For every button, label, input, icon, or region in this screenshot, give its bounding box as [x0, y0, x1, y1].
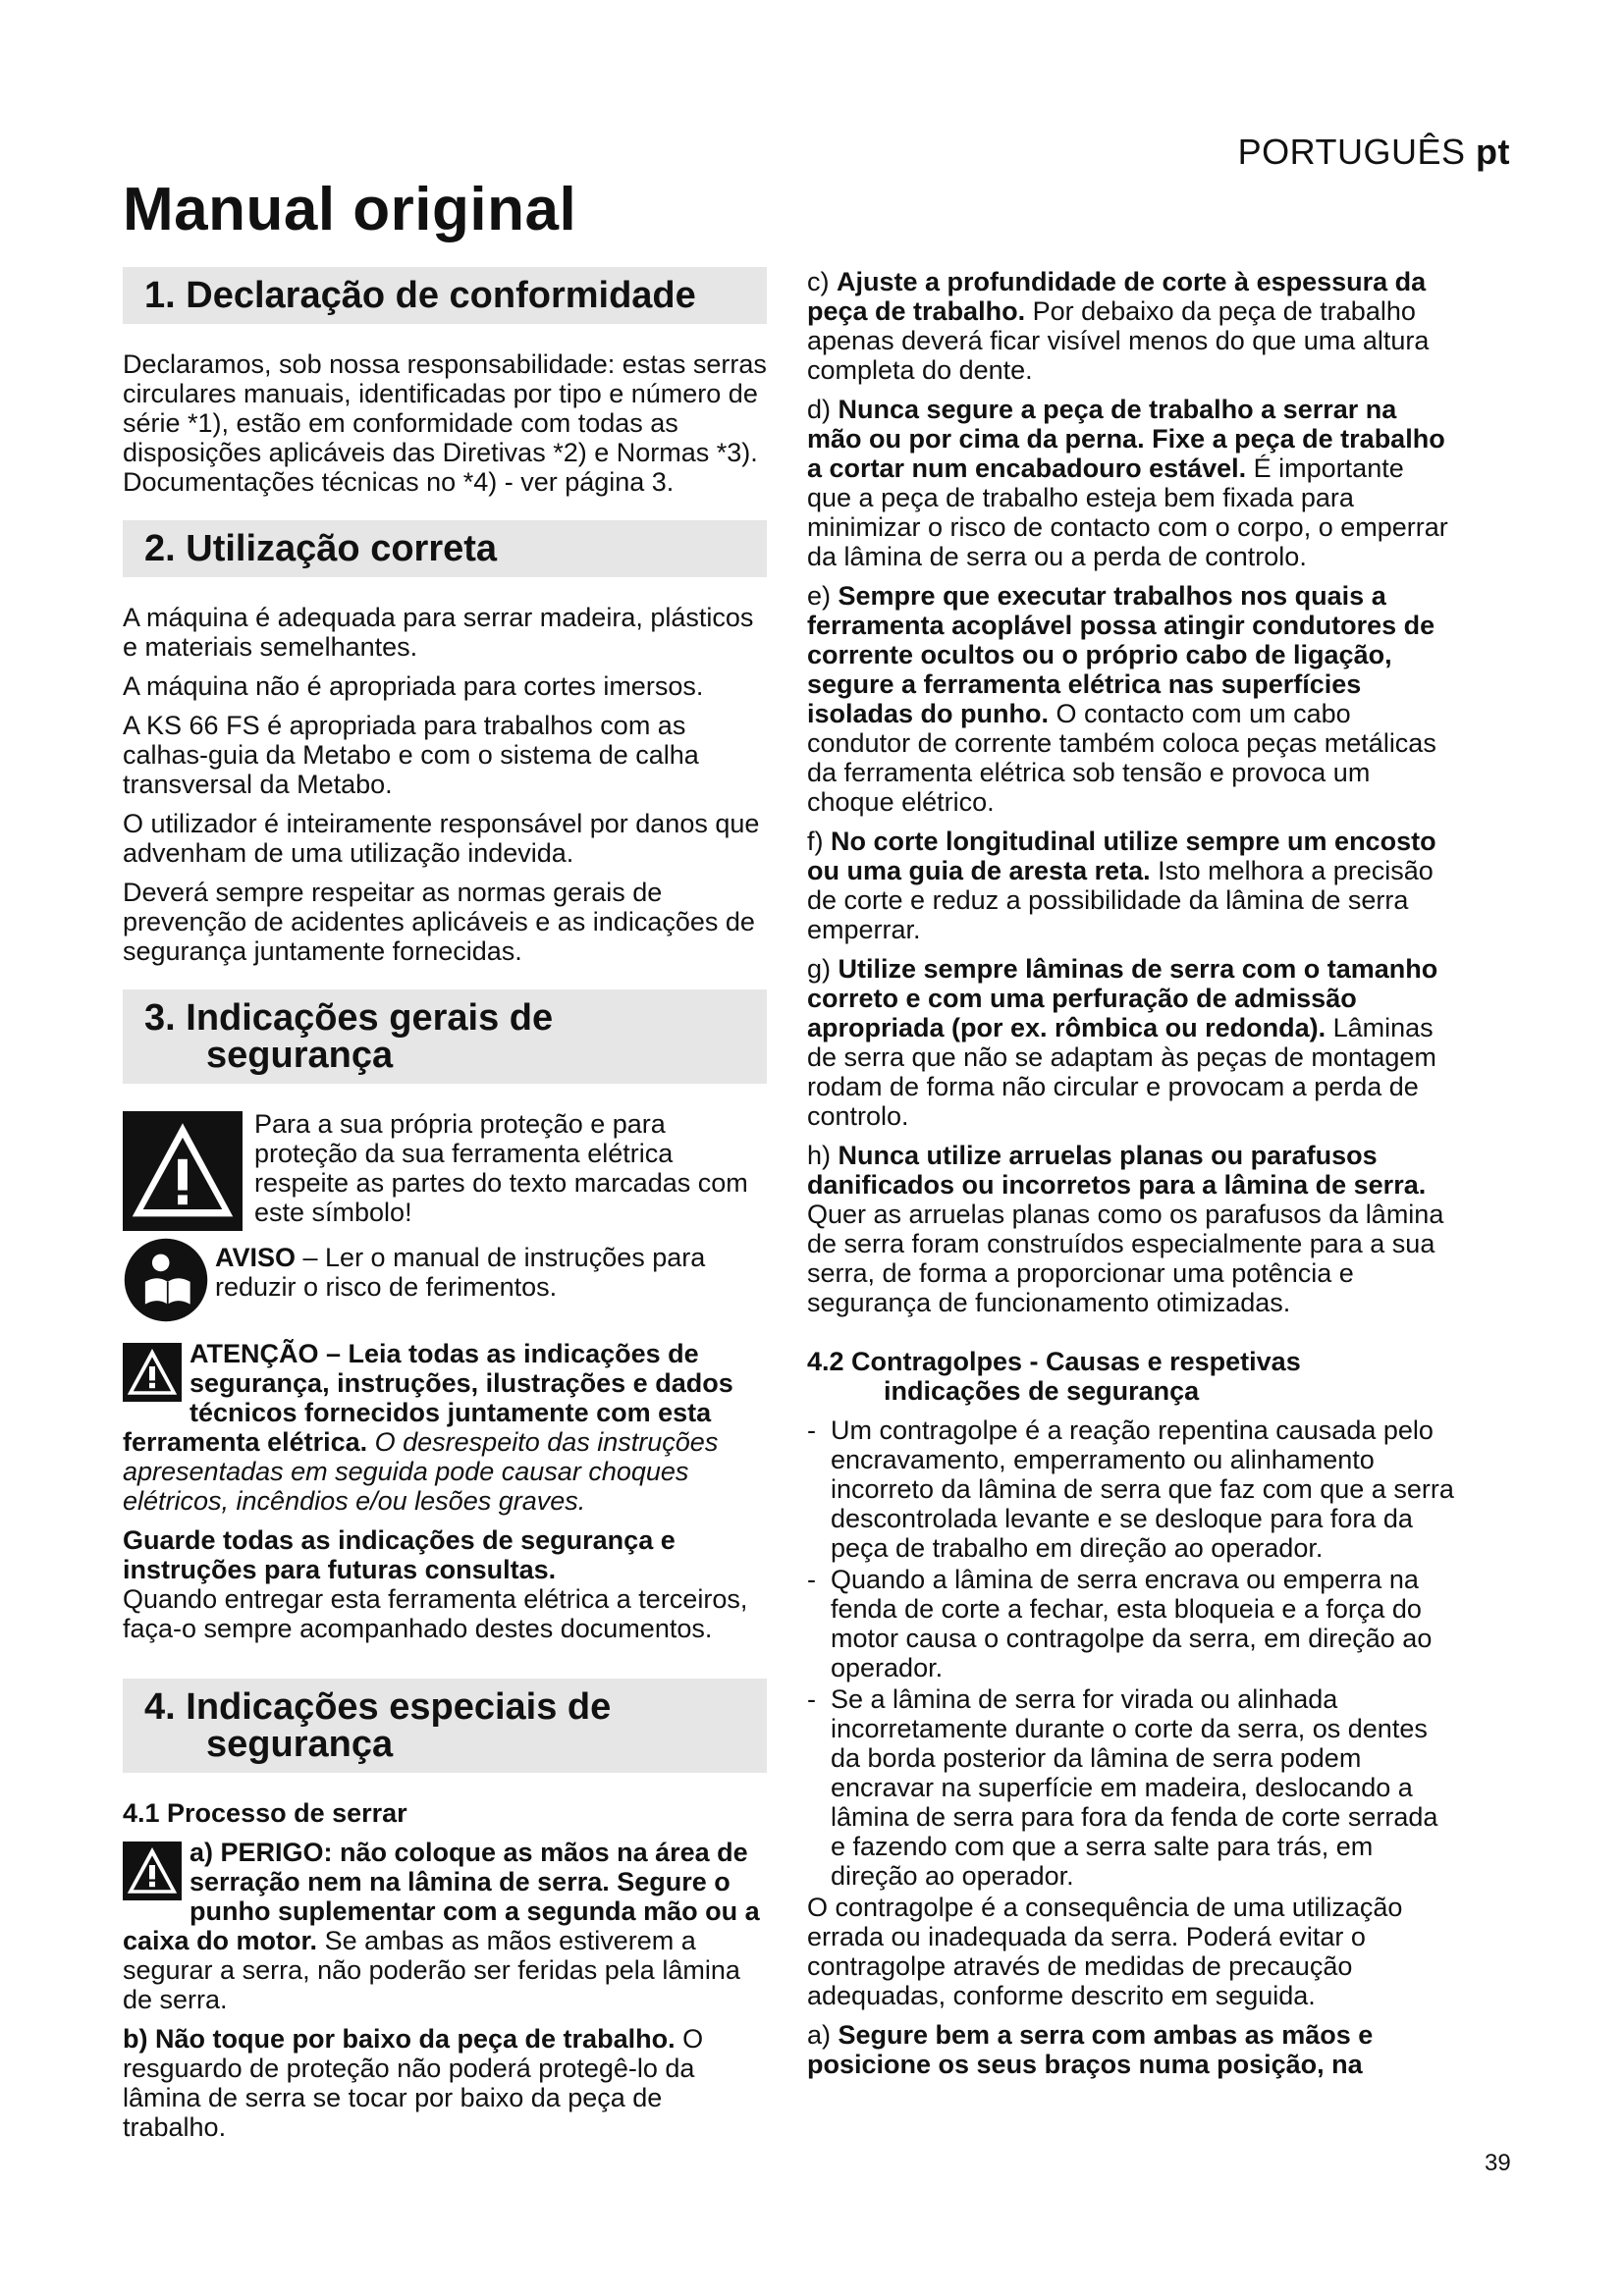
section-2-p3: A KS 66 FS é apropriada para trabalhos com as calhas-guia da Metabo e com o sistema de calha transversal da Metabo. [123, 711, 699, 799]
aviso-text: – Ler o manual de instruções para reduzir o risco de ferimentos. [215, 1243, 706, 1302]
section-1-heading: 1. Declaração de conformidade [123, 267, 767, 324]
section-2-heading: 2. Utilização correta [123, 520, 767, 577]
item-d: d) Nunca segure a peça de trabalho a serrar na mão ou por cima da perna. Fixe a peça de trabalho a cortar num encabadouro estável. É importante que a peça de trabalho esteja bem fixada para minimizar o risco de contacto com o corpo, o emperrar da lâmina de serra ou a perda de controlo. [807, 395, 1448, 571]
contragolpe-paragraph: O contragolpe é a consequência de uma utilização errada ou inadequada da serra. Poderá evitar o contragolpe através de medidas de precaução adequadas, conforme descrito em seguida. [807, 1893, 1403, 2010]
symbol-text: Para a sua própria proteção e para proteção da sua ferramenta elétrica respeite as partes do texto marcadas com este símbolo! [254, 1109, 748, 1227]
item-b: b) Não toque por baixo da peça de trabalho. O resguardo de proteção não poderá protegê-lo da lâmina de serra se tocar por baixo da peça de trabalho. [123, 2024, 704, 2142]
section-3-heading: 3. Indicações gerais de segurança [123, 989, 767, 1084]
item-e: e) Sempre que executar trabalhos nos quais a ferramenta acoplável possa atingir condutores de corrente ocultos ou o próprio cabo de ligação, segure a ferramenta elétrica nas superfícies isoladas do punho. O contacto com um cabo condutor de corrente também coloca peças metálicas da ferramenta elétrica sob tensão e provoca um choque elétrico. [807, 581, 1436, 817]
subsection-4-1: 4.1 Processo de serrar [123, 1798, 407, 1828]
guarde-text: Quando entregar esta ferramenta elétrica a terceiros, faça-o sempre acompanhado destes documentos. [123, 1584, 748, 1643]
guarde-bold: Guarde todas as indicações de segurança e instruções para futuras consultas. [123, 1525, 676, 1584]
item-h: h) Nunca utilize arruelas planas ou parafusos danificados ou incorretos para a lâmina de serra. Quer as arruelas planas como os parafusos da lâmina de serra foram construídos especialmente para a sua serra, de forma a proporcionar uma potência e segurança de funcionamento otimizadas. [807, 1141, 1444, 1317]
section-2-p1: A máquina é adequada para serrar madeira, plásticos e materiais semelhantes. [123, 603, 754, 662]
read-manual-icon [123, 1237, 209, 1323]
language-name: PORTUGUÊS [1237, 132, 1466, 172]
page-number: 39 [1485, 2150, 1511, 2176]
section-4-heading: 4. Indicações especiais de segurança [123, 1679, 767, 1773]
warning-triangle-small-icon [123, 1343, 182, 1402]
section-1-body: Declaramos, sob nossa responsabilidade: estas serras circulares manuais, identificadas por tipo e número de série *1), estão em conformidade com todas as disposições aplicáveis das Diretivas *2) e Normas *3). Documentações técnicas no *4) - ver página 3. [123, 349, 767, 497]
aviso-label: AVISO [215, 1243, 297, 1272]
item-a-segure: a) Segure bem a serra com ambas as mãos e posicione os seus braços numa posição, na [807, 2020, 1374, 2079]
section-2-p2: A máquina não é apropriada para cortes imersos. [123, 671, 704, 701]
atencao-paragraph: ATENÇÃO – Leia todas as indicações de segurança, instruções, ilustrações e dados técnicos fornecidos juntamente com esta ferramenta elétrica. O desrespeito das instruções apresentadas em seguida pode causar choques elétricos, incêndios e/ou lesões graves. [123, 1339, 733, 1516]
left-column [123, 267, 767, 2152]
warning-triangle-icon [123, 1111, 243, 1231]
item-f: f) No corte longitudinal utilize sempre um encosto ou uma guia de aresta reta. Isto melhora a precisão de corte e reduz a possibilidade da lâmina de serra emperrar. [807, 827, 1436, 944]
language-code: pt [1476, 132, 1510, 172]
warning-symbol-note [123, 1109, 767, 1231]
page-title: Manual original [123, 176, 577, 243]
list-item: - Um contragolpe é a reação repentina causada pelo encravamento, emperramento ou alinhamento incorreto da lâmina de serra que faz com que a serra descontrolada levante e se desloque para fora da peça de trabalho em direção ao operador. [807, 1415, 1454, 1563]
language-label [1238, 132, 1510, 173]
list-item: - Se a lâmina de serra for virada ou alinhada incorretamente durante o corte da serra, os dentes da borda posterior da lâmina de serra podem encravar na superfície em madeira, deslocando a lâmina de serra para fora da fenda de corte serrada e fazendo com que a serra salte para trás, em direção ao operador. [807, 1684, 1438, 1891]
item-c: c) Ajuste a profundidade de corte à espessura da peça de trabalho. Por debaixo da peça de trabalho apenas deverá ficar visível menos do que uma altura completa do dente. [807, 267, 1430, 385]
warning-triangle-small-icon [123, 1842, 182, 1900]
subsection-4-2: 4.2 Contragolpes - Causas e respetivas indicações de segurança [807, 1347, 1301, 1406]
aviso-note [123, 1237, 767, 1323]
item-a-perigo: a) PERIGO: não coloque as mãos na área de serração nem na lâmina de serra. Segure o punho suplementar com a segunda mão ou a caixa do motor. Se ambas as mãos estiverem a segurar a serra, não poderão ser feridas pela lâmina de serra. [123, 1838, 760, 2014]
list-item: - Quando a lâmina de serra encrava ou emperra na fenda de corte a fechar, esta bloqueia e a força do motor causa o contragolpe da serra, em direção ao operador. [807, 1565, 1433, 1682]
item-g: g) Utilize sempre lâminas de serra com o tamanho correto e com uma perfuração de admissão apropriada (por ex. rômbica ou redonda). Lâminas de serra que não se adaptam às peças de montagem rodam de forma não circular e provocam a perda de controlo. [807, 954, 1438, 1131]
right-column [807, 267, 1455, 2089]
section-2-p5: Deverá sempre respeitar as normas gerais de prevenção de acidentes aplicáveis e as indicações de segurança juntamente fornecidas. [123, 878, 755, 966]
section-2-p4: O utilizador é inteiramente responsável por danos que advenham de uma utilização indevida. [123, 809, 760, 868]
